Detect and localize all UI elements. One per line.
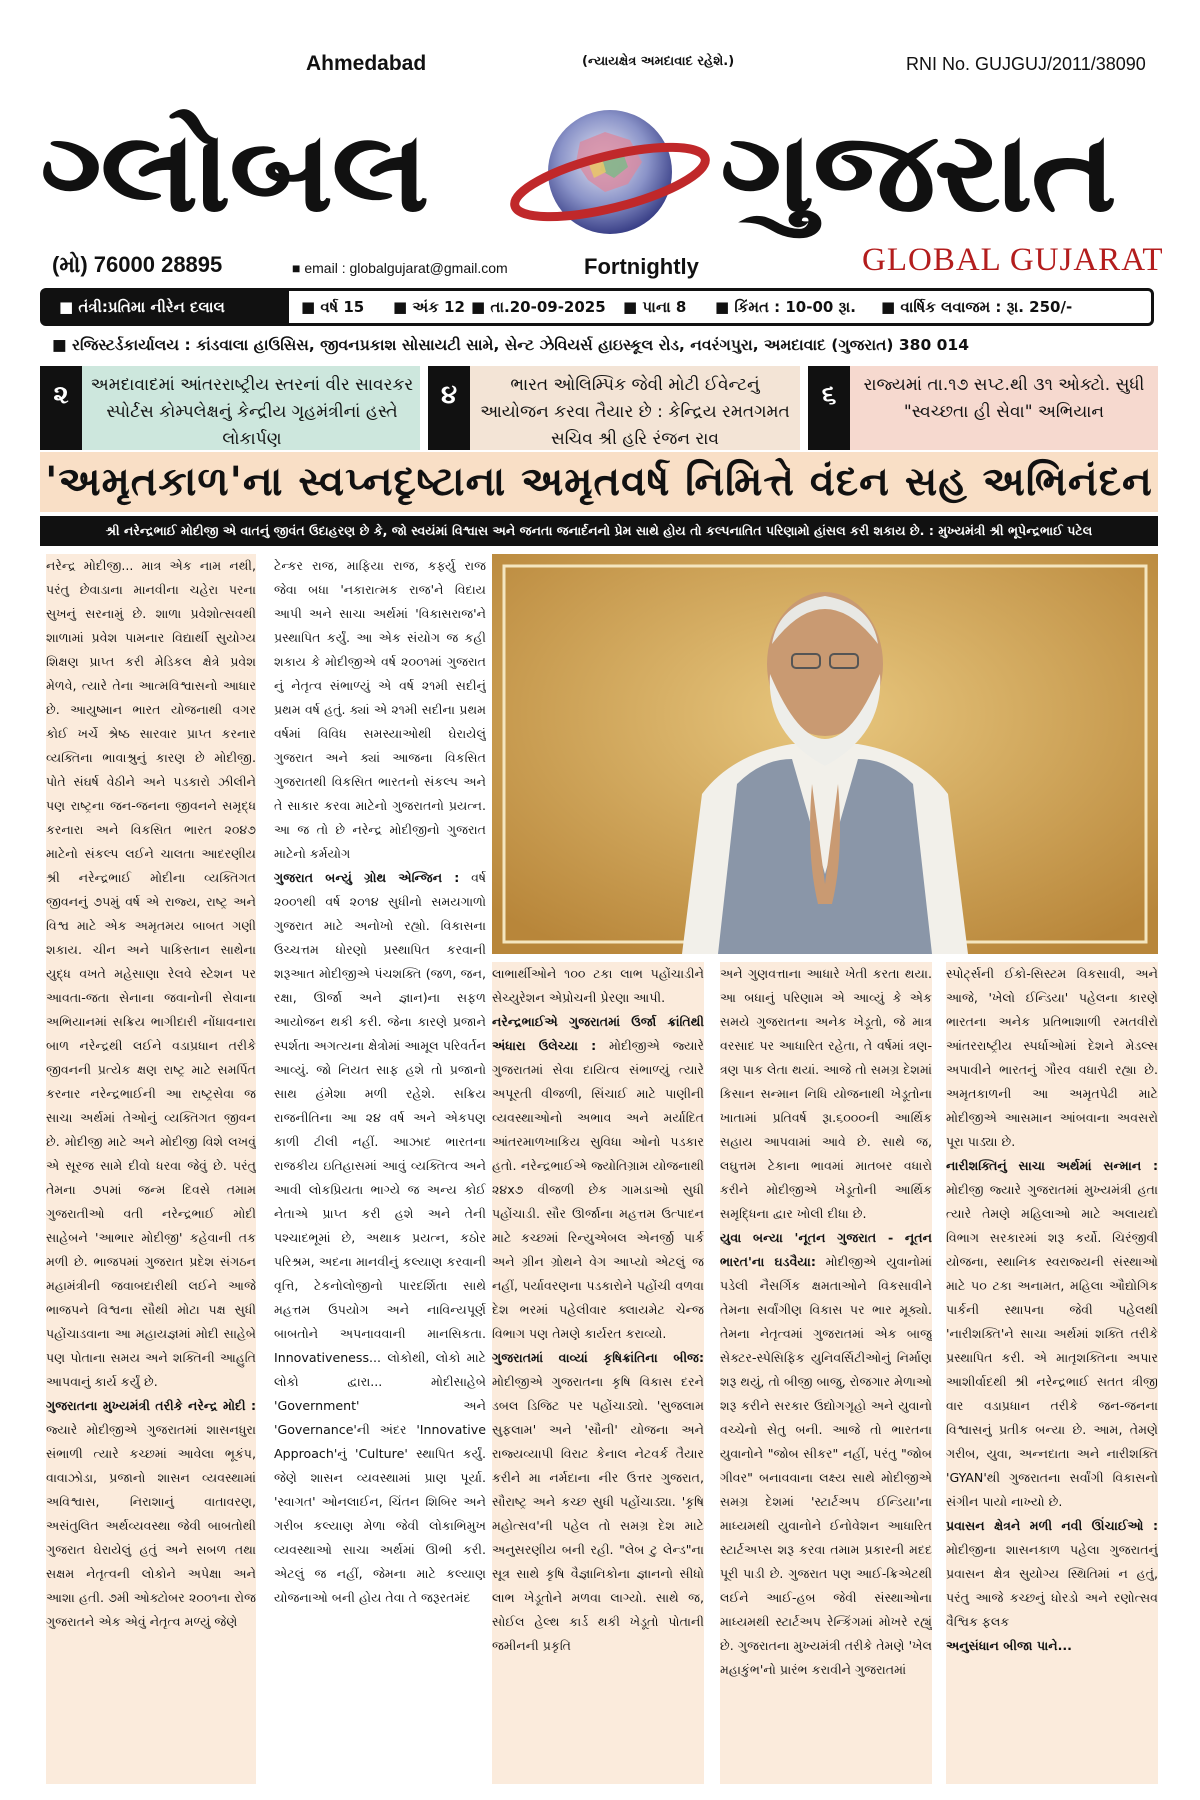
column-1-text: જ્યારે મોદીજીએ ગુજરાતમાં શાસનધુરા સંભાળી ત્યારે કચ્છમાં આવેલા ભૂકંપ, વાવાઝોડા, પ્રજાનો શાસન વ્યવસ્થામાં અવિશ્વાસ, નિરાશાનું વાતાવરણ, અસંતુલિત અર્થવ્યવસ્થા જેવી બાબતોથી ગુજરાત ઘેરાયેલું હતું અને સબળ તથા સક્ષમ નેતૃત્વની લોકોને અપેક્ષા અને આશા હતી. ૭મી ઓક્ટોબર ૨૦૦૧ના રોજ ગુજરાતને એક એવું નેતૃત્વ મળ્યું જેણે <box>46 1422 256 1629</box>
column-3-intro: લાભાર્થીઓને ૧૦૦ ટકા લાભ પહોંચાડીને સેચ્યુરેશન એપ્રોચની પ્રેરણા આપી. <box>492 966 704 1005</box>
pm-photo <box>492 554 1158 954</box>
column-4-subhead: યુવા બન્યા 'નૂતન ગુજરાત - નૂતન ભારત'ના ઘડવૈયા: <box>720 1230 932 1269</box>
column-1 <box>46 554 256 1784</box>
pages-label: ■ પાના 8 <box>623 298 687 316</box>
column-5-intro: સ્પોર્ટ્સની ઈકો-સિસ્ટમ વિકસાવી, અને આજે, 'ખેલો ઈન્ડિયા' પહેલના કારણે ભારતના અનેક પ્રતિભાશાળી રમતવીરો આંતરરાષ્ટ્રીય સ્પર્ધાઓમાં દેશને મેડલ્સ અપાવીને ભારતનું ગૌરવ વધારી રહ્યા છે. અમૃતકાળની આ અમૃતપેઢી માટે મોદીજીએ આસમાન આંબવાના અવસરો પૂરા પાડ્યા છે. <box>946 966 1158 1149</box>
column-5-subhead: નારીશક્તિનું સાચા અર્થમાં સન્માન : <box>946 1158 1158 1173</box>
column-3-subhead: નરેન્દ્રભાઈએ ગુજરાતમાં ઉર્જા ક્રાંતિથી અંધારા ઉલેચ્યા : <box>492 1014 704 1053</box>
main-headline-text: 'અમૃતકાળ'ના સ્વપ્નદૃષ્ટાના અમૃતવર્ષ નિમિત્તે વંદન સહ અભિનંદન <box>45 459 1153 505</box>
subscription-label: ■ વાર્ષિક લવાજમ : રૂા. 250/- <box>881 298 1073 316</box>
teaser-1-page: ૨ <box>40 366 82 450</box>
mobile-number: (મો) 76000 28895 <box>52 252 223 277</box>
column-3-text: મોદીજીએ જ્યારે ગુજરાતમાં સેવા દાયિત્વ સંભાળ્યું ત્યારે અપૂરતી વીજળી, સિંચાઈ માટે પાણીની વ્યવસ્થાઓનો અભાવ અને મર્યાદિત આંતરમાળખાકિય સુવિધા ઓનો પડકાર હતો. નરેન્દ્રભાઈએ જ્યોતિગ્રામ યોજનાથી ૨૪x૭ વીજળી છેક ગામડાઓ સુધી પહોંચાડી. સૌર ઊર્જાના મહત્તમ ઉત્પાદન માટે કચ્છમાં રિન્યુએબલ એનર્જી પાર્ક અને ગ્રીન ગ્રોથને વેગ આપ્યો એટલું જ નહીં, પર્યાવરણના પડકારોને પહોંચી વળવા દેશ ભરમાં પહેલીવાર ક્લાયમેટ ચેન્જ વિભાગ પણ તેમણે કાર્યરત કરાવ્યો. <box>492 1038 704 1341</box>
rni-number: RNI No. GUJGUJ/2011/38090 <box>906 54 1146 74</box>
year-label: ■ વર્ષ 15 <box>301 298 365 316</box>
column-5-subhead-2: પ્રવાસન ક્ષેત્રને મળી નવી ઊંચાઈઓ : <box>946 1518 1158 1533</box>
city-label: Ahmedabad <box>306 52 427 75</box>
column-5-text: મોદીજી જ્યારે ગુજરાતમાં મુખ્યમંત્રી હતા ત્યારે તેમણે મહિલાઓ માટે અલાયદો વિભાગ સરકારમાં શરૂ કર્યો. ચિરંજીવી યોજના, સ્થાનિક સ્વરાજ્યની સંસ્થાઓ માટે ૫૦ ટકા અનામત, મહિલા ઔદ્યોગિક પાર્કની સ્થાપના જેવી પહેલથી 'નારીશક્તિ'ને સાચા અર્થમાં શક્તિ તરીકે પ્રસ્થાપિત કરી. એ માતૃશક્તિના અપાર આશીર્વાદથી શ્રી નરેન્દ્રભાઈ સતત ત્રીજી વાર વડાપ્રધાન તરીકે જન-જનના વિશ્વાસનું પ્રતીક બન્યા છે. આમ, તેમણે ગરીબ, યુવા, અન્નદાતા અને નારીશક્તિ 'GYAN'થી ગુજરાતના સર્વાંગી વિકાસનો સંગીન પાયો નાખ્યો છે. <box>946 1182 1158 1509</box>
teaser-3-text: રાજ્યમાં તા.૧૭ સપ્ટ.થી ૩૧ ઓક્ટો. સુધી "સ્વચ્છતા હી સેવા" અભિયાન <box>863 375 1145 422</box>
continued-link[interactable]: અનુસંધાન બીજા પાને... <box>946 1638 1072 1653</box>
column-2-intro: ટેન્કર રાજ, માફિયા રાજ, કર્ફ્યુ રાજ જેવા બધા 'નકારાત્મક રાજ'ને વિદાય આપી અને સાચા અર્થમાં 'વિકાસરાજ'ને પ્રસ્થાપિત કર્યું. આ એક સંયોગ જ કહી શકાય કે મોદીજીએ વર્ષ ૨૦૦૧માં ગુજરાત નું નેતૃત્વ સંભાળ્યું એ વર્ષ ૨૧મી સદીનું પ્રથમ વર્ષ હતું. ક્યાં એ ૨૧મી સદીના પ્રથમ વર્ષમાં વિવિધ સમસ્યાઓથી ઘેરાયેલું ગુજરાત અને ક્યાં આજના વિકસિત ગુજરાતથી વિકસિત ભારતનો સંકલ્પ અને તે સાકાર કરવા માટેનો ગુજરાતનો પ્રયત્ન. આ જ તો છે નરેન્દ્ર મોદીજીનો ગુજરાત માટેનો કર્મયોગ <box>274 558 486 861</box>
frequency-label: Fortnightly <box>584 254 699 279</box>
masthead-right-word: ગુજરાત <box>720 107 1116 237</box>
masthead-english: GLOBAL GUJARAT <box>862 242 1164 278</box>
column-4 <box>720 962 932 1784</box>
column-4-text: મોદીજીએ યુવાનોમાં પડેલી નૈસર્ગિક ક્ષમતાઓને વિકસાવીને તેમના સર્વાંગીણ વિકાસ પર ભાર મૂક્યો. તેમના નેતૃત્વમાં ગુજરાતમાં એક બાજુ સેક્ટર-સ્પેસિફિક યુનિવર્સિટીઓનું નિર્માણ શરૂ થયું, તો બીજી બાજુ, રોજગાર મેળાઓ શરૂ કરીને સરકાર ઉદ્યોગગૃહો અને યુવાનો વચ્ચેનો સેતુ બની. આજે તો ભારતના યુવાનોને "જોબ સીકર" નહીં, પરંતુ "જોબ ગીવર" બનાવવાના લક્ષ્ય સાથે મોદીજીએ સમગ્ર દેશમાં 'સ્ટાર્ટઅપ ઈન્ડિયા'ના માધ્યમથી યુવાનોને ઈનોવેશન આધારિત સ્ટાર્ટઅપ્સ શરૂ કરવા તમામ પ્રકારની મદદ પૂરી પાડી છે. ગુજરાત પણ આઈ-ક્રિએટથી લઈને આઈ-હબ જેવી સંસ્થાઓના માધ્યમથી સ્ટાર્ટઅપ રેન્કિંગમાં મોખરે રહ્યું છે. ગુજરાતના મુખ્યમંત્રી તરીકે તેમણે 'ખેલ મહાકુંભ'નો પ્રારંભ કરાવીને ગુજરાતમાં <box>720 1254 932 1677</box>
column-3-text-2: મોદીજીએ ગુજરાતના કૃષિ વિકાસ દરને ડબલ ડિજિટ પર પહોંચાડ્યો. 'સુજલામ સુફલામ' અને 'સૌની' યોજના અને રાજ્યવ્યાપી વિરાટ કેનાલ નેટવર્ક તૈયાર કરીને મા નર્મદાના નીર ઉત્તર ગુજરાત, સૌરાષ્ટ્ર અને કચ્છ સુધી પહોંચાડ્યા. 'કૃષિ મહોત્સવ'ની પહેલ તો સમગ્ર દેશ માટે અનુસરણીય બની રહી. "લેબ ટુ લેન્ડ"ના સૂત્ર સાથે કૃષિ વૈજ્ઞાનિકોના જ્ઞાનનો સીધો લાભ ખેડૂતોને મળવા લાગ્યો. સાથે જ, સોઈલ હેલ્થ કાર્ડ થકી ખેડૂતો પોતાની જમીનની પ્રકૃતિ <box>492 1374 704 1653</box>
column-4-intro: અને ગુણવત્તાના આધારે ખેતી કરતા થયા. આ બધાનું પરિણામ એ આવ્યું કે એક સમયે ગુજરાતના અનેક ખેડૂતો, જે માત્ર વરસાદ પર આધારિત રહેતા, તે વર્ષમાં ત્રણ-ત્રણ પાક લેતા થયાં. આજે તો સમગ્ર દેશમાં કિસાન સન્માન નિધિ યોજનાથી ખેડૂતોના ખાતામાં પ્રતિવર્ષ રૂા.૬૦૦૦ની આર્થિક સહાય આપવામાં આવે છે. સાથે જ, લઘુત્તમ ટેકાના ભાવમાં માતબર વધારો કરીને મોદીજીએ ખેડૂતોની આર્થિક સમૃદ્ધિના દ્વાર ખોલી દીધા છે. <box>720 966 932 1221</box>
jurisdiction-note: (ન્યાયક્ષેત્ર અમદાવાદ રહેશે.) <box>582 54 735 69</box>
issue-info-bar <box>40 288 1154 326</box>
registered-office: ■ રજિસ્ટર્ડકાર્યાલય : કાંડવાલા હાઉસિસ, જીવનપ્રકાશ સોસાયટી સામે, સેન્ટ ઝેવિયર્સ હાઇસ્કૂલ રોડ, નવરંગપુરા, અમદાવાદ (ગુજરાત) 380 014 <box>52 336 969 354</box>
cm-quote: શ્રી નરેન્દ્રભાઈ મોદીજી એ વાતનું જીવંત ઉદાહરણ છે કે, જો સ્વયંમાં વિશ્વાસ અને જનતા જનાર્દનનો પ્રેમ સાથે હોય તો કલ્પનાતિત પરિણામો હાંસલ કરી શકાય છે. : મુખ્યમંત્રી શ્રી ભૂપેન્દ્રભાઈ પટેલ <box>40 516 1158 546</box>
masthead <box>40 92 1160 252</box>
article-body <box>40 550 1158 1790</box>
column-1-subhead: ગુજરાતના મુખ્યમંત્રી તરીકે નરેન્દ્ર મોદી : <box>46 1398 256 1413</box>
teaser-2-page: ૪ <box>428 366 470 450</box>
email-address: ■ email : globalgujarat@gmail.com <box>292 260 508 276</box>
teaser-3-page: ૬ <box>808 366 850 450</box>
column-3-subhead-2: ગુજરાતમાં વાવ્યાં કૃષિક્રાંતિના બીજ: <box>492 1350 704 1365</box>
column-2-subhead: ગુજરાત બન્યું ગ્રોથ એન્જિન : <box>274 870 460 885</box>
teaser-1-text: અમદાવાદમાં આંતરરાષ્ટ્રીય સ્તરનાં વીર સાવરકર સ્પોર્ટસ કોમ્પલેક્ષનું કેન્દ્રીય ગૃહમંત્રીનાં હસ્તે લોકાર્પણ <box>90 375 414 449</box>
teaser-3[interactable] <box>808 366 1158 450</box>
column-2-text: વર્ષ ૨૦૦૧થી વર્ષ ૨૦૧૪ સુધીનો સમયગાળો ગુજરાત માટે અનોખો રહ્યો. વિકાસના ઉચ્ચત્તમ ધોરણો પ્રસ્થાપિત કરવાની શરૂઆત મોદીજીએ પંચશક્તિ (જળ, જન, રક્ષા, ઊર્જા અને જ્ઞાન)ના સફળ આયોજન થકી કરી. જેના કારણે પ્રજાને સ્પર્શતા અગત્યના ક્ષેત્રોમાં આમૂલ પરિવર્તન આવ્યું. જો નિયત સાફ હશે તો પ્રજાનો સાથ હંમેશા મળી રહેશે. સક્રિય રાજનીતિના આ ૨૪ વર્ષ અને એકપણ કાળી ટીલી નહીં. આઝાદ ભારતના રાજકીય ઇતિહાસમાં આવું વ્યક્તિત્વ અને આવી લોકપ્રિયતા ભાગ્યે જ અન્ય કોઈ નેતાએ પ્રાપ્ત કરી હશે અને તેની પશ્ચાદભૂમાં છે, અથાક પ્રયત્ન, કઠોર પરિશ્રમ, અદના માનવીનું કલ્યાણ કરવાની વૃત્તિ, ટેકનોલોજીનો પારદર્શિતા સાથે મહત્તમ ઉપયોગ અને નાવિન્યપૂર્ણ બાબતોને અપનાવવાની માનસિકતા. Innovativeness... લોકોથી, લોકો માટે લોકો દ્વારા... મોદીસાહેબે 'Government' અને 'Governance'ની અંદર 'Innovative Approach'નું 'Culture' સ્થાપિત કર્યું. જેણે શાસન વ્યવસ્થામાં પ્રાણ પૂર્યા. 'સ્વાગત' ઓનલાઈન, ચિંતન શિબિર અને ગરીબ કલ્યાણ મેળા જેવી લોકાભિમુખ વ્યવસ્થાઓ સાચા અર્થમાં ઊભી કરી. એટલું જ નહીં, જેમના માટે કલ્યાણ યોજનાઓ બની હોય તેવા તે જરૂરતમંદ <box>274 870 486 1605</box>
column-2 <box>274 554 486 1784</box>
price-label: ■ કિંમત : 10-00 રૂા. <box>715 298 856 316</box>
globe-icon <box>510 92 710 252</box>
date-label: ■ તા.20-09-2025 <box>471 298 606 316</box>
editor-label: ■ તંત્રી:પ્રતિમા નીરેન દલાલ <box>43 291 289 323</box>
teaser-1[interactable] <box>40 366 420 450</box>
teaser-band <box>40 366 1158 450</box>
main-headline <box>40 452 1158 512</box>
masthead-left-word: ગ્લોબલ <box>40 107 428 237</box>
issue-label: ■ અંક 12 <box>393 298 465 316</box>
column-5-text-2: મોદીજીના શાસનકાળ પહેલા ગુજરાતનું પ્રવાસન ક્ષેત્ર સુયોગ્ય સ્થિતિમાં ન હતું, પરંતુ આજે કચ્છનું ધોરડો અને રણોત્સવ વૈશ્વિક ફલક <box>946 1542 1158 1629</box>
column-3 <box>492 962 704 1784</box>
column-1-intro: નરેન્દ્ર મોદીજી... માત્ર એક નામ નથી, પરંતુ છેવાડાના માનવીના ચહેરા પરના સુખનું સરનામું છે. શાળા પ્રવેશોત્સવથી શાળામાં પ્રવેશ પામનાર વિદ્યાર્થી સુયોગ્ય શિક્ષણ પ્રાપ્ત કરી મેડિકલ ક્ષેત્રે પ્રવેશ મેળવે, ત્યારે તેના આત્મવિશ્વાસનો આધાર છે. આયુષ્માન ભારત યોજનાથી વગર કોઈ ખર્ચે શ્રેષ્ઠ સારવાર પ્રાપ્ત કરનાર વ્યક્તિના ભાવાશ્રુનું કારણ છે મોદીજી. પોતે સંઘર્ષ વેઠીને અને પડકારો ઝીલીને પણ રાષ્ટ્રના જન-જનના જીવનને સમૃદ્ધ કરનારા અને વિકસિત ભારત ૨૦૪૭ માટેનો સંકલ્પ લઈને ચાલતા આદરણીય શ્રી નરેન્દ્રભાઈ મોદીના વ્યક્તિગત જીવનનું ૭૫મું વર્ષ એ રાજ્ય, રાષ્ટ્ર અને વિશ્વ માટે એક અમૃતમય બાબત ગણી શકાય. ચીન અને પાકિસ્તાન સાથેના યુદ્ધ વખતે મહેસાણા રેલવે સ્ટેશન પર આવતા-જતા સેનાના જવાનોની સેવાના અભિયાનમાં સક્રિય ભાગીદારી નોંધાવનારા બાળ નરેન્દ્રથી લઈને વડાપ્રધાન તરીકે જીવનની પ્રત્યેક ક્ષણ રાષ્ટ્ર માટે સમર્પિત કરનાર નરેન્દ્રભાઈની આ રાષ્ટ્રસેવા જ સાચા અર્થમાં તેઓનું વ્યક્તિગત જીવન છે. મોદીજી માટે અને મોદીજી વિશે લખવું એ સૂરજ સામે દીવો ધરવા જેવું છે. પરંતુ તેમના ૭૫માં જન્મ દિવસે તમામ ગુજરાતીઓ વતી નરેન્દ્રભાઈ મોદી સાહેબને 'આભાર મોદીજી' કહેવાની તક મળી છે. ભાજપમાં ગુજરાત પ્રદેશ સંગઠન મહામંત્રીની જવાબદારીથી લઈને આજે ભાજપને વિશ્વના સૌથી મોટા પક્ષ સુધી પહોંચાડવાના આ મહાયજ્ઞમાં મોદી સાહેબે પણ પોતાના સમય અને શક્તિની આહુતિ આપવાનું કાર્ય કર્યું છે. <box>46 558 256 1389</box>
teaser-2-text: ભારત ઓલિમ્પિક જેવી મોટી ઈવેન્ટનું આયોજન કરવા તૈયાર છે : કેન્દ્રિય રમતગમત સચિવ શ્રી હરિ રંજન રાવ <box>480 375 790 449</box>
column-5 <box>946 962 1158 1784</box>
bullet-icon: ■ <box>292 260 305 276</box>
teaser-2[interactable] <box>428 366 800 450</box>
